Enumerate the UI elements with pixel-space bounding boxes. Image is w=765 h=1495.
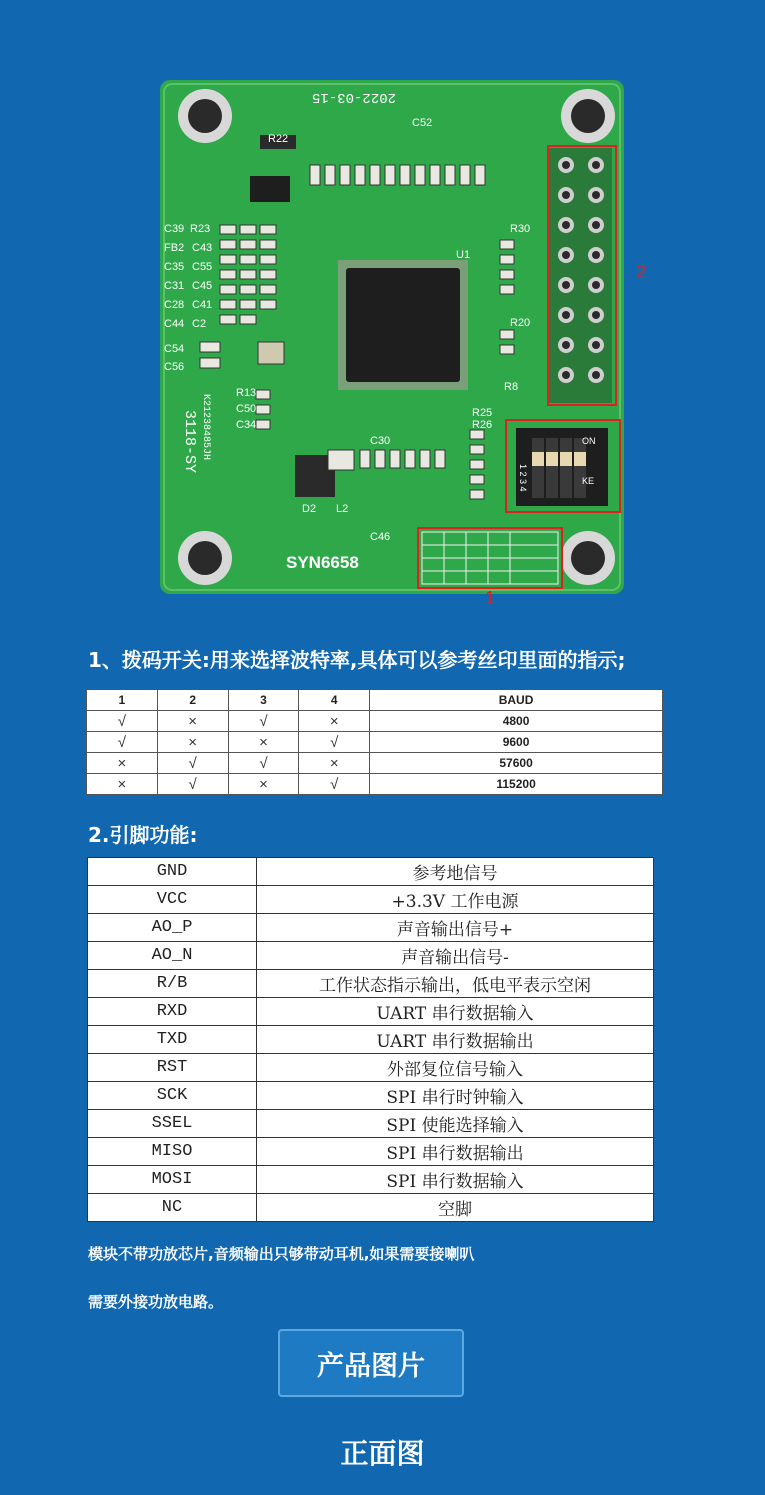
label-c55: C55 — [192, 261, 213, 273]
label-c45: C45 — [192, 280, 213, 292]
table-row — [88, 1110, 654, 1138]
switch-state-cell: × — [228, 732, 299, 753]
table-row — [88, 1026, 654, 1054]
dip-switch-section-title: 1、拨码开关:用来选择波特率,具体可以参考丝印里面的指示; — [88, 648, 626, 672]
baud-header-4: 4 — [299, 690, 370, 711]
label-c54: C54 — [164, 343, 185, 355]
switch-state-cell: × — [299, 753, 370, 774]
baud-value-cell: 9600 — [370, 732, 663, 753]
baud-table-header-row — [87, 690, 663, 711]
dip-nums-label: 1 2 3 4 — [518, 464, 528, 492]
callout-number-2: 2 — [636, 262, 647, 282]
baud-header-baud: BAUD — [370, 690, 663, 711]
pin-name-cell: RXD — [88, 998, 257, 1026]
pin-name-cell: VCC — [88, 886, 257, 914]
label-r26: R26 — [472, 419, 493, 431]
label-c50: C50 — [236, 403, 257, 415]
baud-rate-table — [86, 689, 663, 795]
label-r8: R8 — [504, 381, 519, 393]
table-row — [88, 1194, 654, 1222]
pin-function-cell: 空脚 — [257, 1194, 654, 1222]
table-row — [88, 886, 654, 914]
front-view-title: 正面图 — [340, 1437, 425, 1470]
pin-name-cell: RST — [88, 1054, 257, 1082]
pin-name-cell: MOSI — [88, 1166, 257, 1194]
transistor-icon — [250, 176, 290, 202]
switch-state-cell: √ — [299, 732, 370, 753]
label-c43: C43 — [192, 242, 213, 254]
pin-function-cell: 外部复位信号输入 — [257, 1054, 654, 1082]
label-c2: C2 — [192, 318, 207, 330]
table-row — [88, 858, 654, 886]
label-c28: C28 — [164, 299, 185, 311]
pin-function-cell: 工作状态指示输出，低电平表示空闲 — [257, 970, 654, 998]
table-row — [88, 998, 654, 1026]
switch-state-cell: × — [157, 732, 228, 753]
label-fb2: FB2 — [164, 242, 185, 254]
table-row — [88, 942, 654, 970]
label-r23: R23 — [190, 223, 211, 235]
label-c41: C41 — [192, 299, 213, 311]
baud-value-cell: 4800 — [370, 711, 663, 732]
table-row — [88, 1166, 654, 1194]
note-line-1: 模块不带功放芯片,音频输出只够带动耳机,如果需要接喇叭 — [88, 1245, 475, 1263]
label-r13: R13 — [236, 387, 257, 399]
label-c30: C30 — [370, 435, 391, 447]
switch-state-cell: √ — [299, 774, 370, 795]
label-c56: C56 — [164, 361, 185, 373]
switch-state-cell: √ — [87, 711, 158, 732]
switch-state-cell: √ — [228, 711, 299, 732]
main-chip-icon — [338, 260, 468, 390]
pin-function-cell: UART 串行数据输出 — [257, 1026, 654, 1054]
label-r20: R20 — [510, 317, 531, 329]
pin-function-cell: +3.3V 工作电源 — [257, 886, 654, 914]
label-c31: C31 — [164, 280, 185, 292]
label-c39: C39 — [164, 223, 185, 235]
pin-function-cell: 声音输出信号- — [257, 942, 654, 970]
label-c34: C34 — [236, 419, 257, 431]
table-row — [87, 732, 663, 753]
pin-name-cell: GND — [88, 858, 257, 886]
pin-name-cell: NC — [88, 1194, 257, 1222]
label-r30: R30 — [510, 223, 531, 235]
product-images-button[interactable]: 产品图片 — [278, 1329, 464, 1397]
switch-state-cell: × — [87, 753, 158, 774]
note-line-2: 需要外接功放电路。 — [88, 1293, 224, 1311]
pcb-board-svg — [160, 80, 624, 594]
pin-name-cell: R/B — [88, 970, 257, 998]
baud-value-cell: 115200 — [370, 774, 663, 795]
pin-function-cell: UART 串行数据输入 — [257, 998, 654, 1026]
table-row — [88, 1082, 654, 1110]
table-row — [88, 970, 654, 998]
side-print-2: K21238485JH — [200, 394, 211, 461]
pin-name-cell: TXD — [88, 1026, 257, 1054]
model-print: SYN6658 — [286, 553, 359, 572]
dip-ke-label: KE — [582, 476, 595, 486]
label-u1: U1 — [456, 249, 471, 261]
pin-name-cell: AO_N — [88, 942, 257, 970]
table-row — [88, 1054, 654, 1082]
table-row — [87, 753, 663, 774]
switch-state-cell: √ — [157, 753, 228, 774]
switch-state-cell: × — [87, 774, 158, 795]
switch-state-cell: × — [157, 711, 228, 732]
label-r22: R22 — [268, 133, 289, 145]
table-row — [87, 774, 663, 795]
label-c52: C52 — [412, 117, 433, 129]
table-row — [88, 1138, 654, 1166]
pin-name-cell: MISO — [88, 1138, 257, 1166]
switch-state-cell: × — [299, 711, 370, 732]
pin-function-cell: SPI 串行数据输入 — [257, 1166, 654, 1194]
dip-on-label: ON — [582, 436, 596, 446]
switch-state-cell: √ — [157, 774, 228, 795]
pin-function-section-title: 2.引脚功能: — [88, 823, 198, 847]
pin-name-cell: AO_P — [88, 914, 257, 942]
date-print: 2022-03-15 — [311, 89, 396, 105]
pin-function-cell: SPI 串行数据输出 — [257, 1138, 654, 1166]
label-c46: C46 — [370, 531, 391, 543]
baud-header-2: 2 — [157, 690, 228, 711]
switch-state-cell: √ — [228, 753, 299, 774]
baud-header-1: 1 — [87, 690, 158, 711]
table-row — [88, 914, 654, 942]
baud-header-3: 3 — [228, 690, 299, 711]
label-c35: C35 — [164, 261, 185, 273]
label-c44: C44 — [164, 318, 185, 330]
label-r25: R25 — [472, 407, 493, 419]
baud-value-cell: 57600 — [370, 753, 663, 774]
pin-function-cell: SPI 串行时钟输入 — [257, 1082, 654, 1110]
label-d2: D2 — [302, 503, 317, 515]
pin-function-table — [87, 857, 654, 1222]
side-print-1: 3118-SY — [181, 410, 198, 474]
pin-function-cell: 参考地信号 — [257, 858, 654, 886]
callout-number-1: 1 — [485, 588, 496, 608]
pin-header-icon — [548, 148, 612, 403]
table-row — [87, 711, 663, 732]
pin-function-cell: SPI 使能选择输入 — [257, 1110, 654, 1138]
pin-name-cell: SCK — [88, 1082, 257, 1110]
switch-state-cell: √ — [87, 732, 158, 753]
pin-function-cell: 声音输出信号+ — [257, 914, 654, 942]
label-l2: L2 — [336, 503, 349, 515]
pcb-board-image — [160, 80, 647, 608]
switch-state-cell: × — [228, 774, 299, 795]
pin-name-cell: SSEL — [88, 1110, 257, 1138]
